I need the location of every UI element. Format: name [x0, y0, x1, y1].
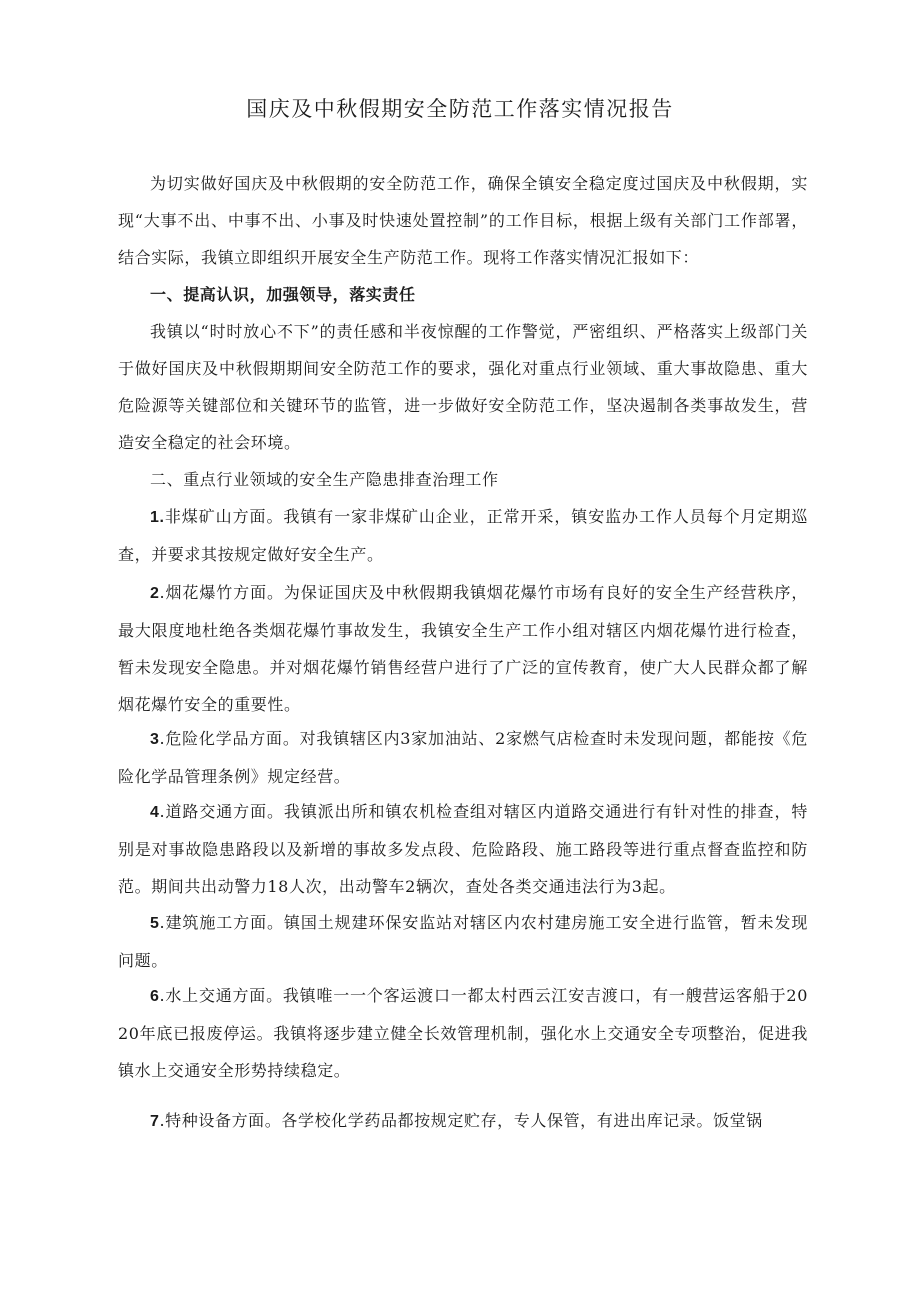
- list-item-3: [118, 720, 808, 795]
- list-item-number: 1.: [150, 509, 165, 526]
- list-item-number: 2: [150, 585, 160, 602]
- intro-paragraph: 为切实做好国庆及中秋假期的安全防范工作，确保全镇安全稳定度过国庆及中秋假期，实现“大事不出、中事不出、小事及时快速处置控制”的工作目标，根据上级有关部门工作部署，结合实际，我镇立即组织开展安全生产防范工作。现将工作落实情况汇报如下：: [118, 174, 808, 267]
- list-item-text: .特种设备方面。各学校化学药品都按规定贮存，专人保管，有进出库记录。饭堂锅: [159, 1111, 763, 1130]
- list-item-number: 5: [150, 915, 160, 932]
- list-item-4: [118, 793, 808, 905]
- list-item-number: 6: [150, 988, 160, 1005]
- list-item-text: 非煤矿山方面。我镇有一家非煤矿山企业，正常开采，镇安监办工作人员每个月定期巡查，并要求其按规定做好安全生产。: [118, 507, 808, 564]
- list-item-text: .危险化学品方面。对我镇辖区内3家加油站、2家燃气店检查时未发现问题，都能按《危险化学品管理条例》规定经营。: [118, 729, 808, 786]
- list-item-5: [118, 904, 808, 979]
- list-item-number: 3: [150, 731, 160, 748]
- section1-body: 我镇以“时时放心不下”的责任感和半夜惊醒的工作警觉，严密组织、严格落实上级部门关于做好国庆及中秋假期期间安全防范工作的要求，强化对重点行业领域、重大事故隐患、重大危险源等关键部位和关键环节的监管，进一步做好安全防范工作，坚决遏制各类事故发生，营造安全稳定的社会环境。: [118, 322, 808, 452]
- list-item-2: [118, 574, 808, 723]
- list-item-6: [118, 977, 808, 1089]
- list-item-text: .水上交通方面。我镇唯一一个客运渡口一都太村西云江安吉渡口，有一艘营运客船于2020年底已报废停运。我镇将逐步建立健全长效管理机制，强化水上交通安全专项整治，促进我镇水上交通安全形势持续稳定。: [118, 986, 808, 1080]
- section1-heading: 一、提高认识，加强领导，落实责任: [150, 285, 416, 304]
- list-item-1: [118, 498, 808, 573]
- list-item-7: [118, 1102, 808, 1140]
- list-item-text: .道路交通方面。我镇派出所和镇农机检查组对辖区内道路交通进行有针对性的排查，特别是对事故隐患路段以及新增的事故多发点段、危险路段、施工路段等进行重点督查监控和防范。期间共出动警力18人次，出动警车2辆次，查处各类交通违法行为3起。: [118, 802, 808, 896]
- list-item-text: .烟花爆竹方面。为保证国庆及中秋假期我镇烟花爆竹市场有良好的安全生产经营秩序，最大限度地杜绝各类烟花爆竹事故发生，我镇安全生产工作小组对辖区内烟花爆竹进行检查，暂未发现安全隐患。并对烟花爆竹销售经营户进行了广泛的宣传教育，使广大人民群众都了解烟花爆竹安全的重要性。: [118, 583, 808, 714]
- list-item-number: 7: [150, 1113, 160, 1130]
- list-item-number: 4: [150, 804, 160, 821]
- document-title: 国庆及中秋假期安全防范工作落实情况报告: [246, 97, 674, 121]
- section2-heading: 二、重点行业领域的安全生产隐患排查治理工作: [150, 470, 499, 489]
- list-item-text: .建筑施工方面。镇国土规建环保安监站对辖区内农村建房施工安全进行监管，暂未发现问题。: [118, 913, 808, 970]
